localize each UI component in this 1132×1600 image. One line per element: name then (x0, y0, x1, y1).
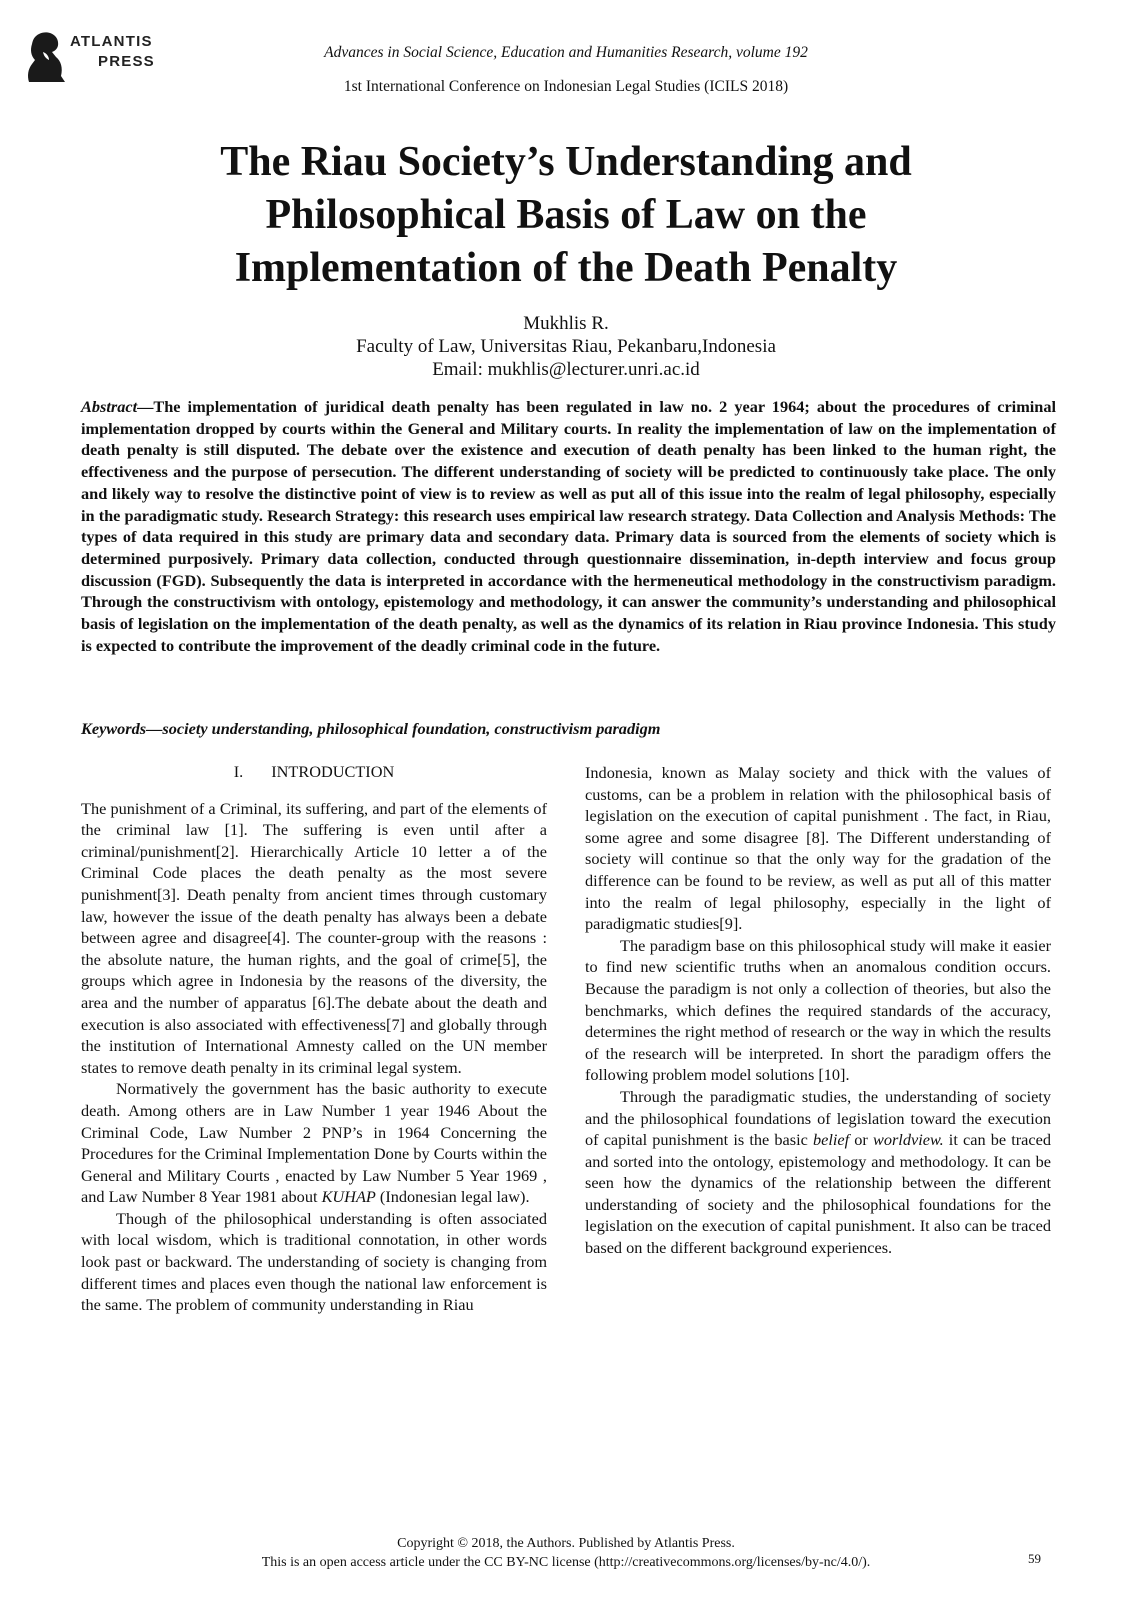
intro-paragraph-2-end: (Indonesian legal law). (375, 1187, 530, 1207)
section-heading-introduction (81, 761, 547, 783)
kuhap-term: KUHAP (321, 1187, 376, 1207)
paper-title: The Riau Society’s Understanding and Philosophical Basis of Law on the Implementation of the Death Penalty (220, 139, 912, 291)
section-title-rest: NTRODUCTION (276, 762, 395, 781)
intro-paragraph-6-mid: or (849, 1130, 873, 1150)
keywords: Keywords—society understanding, philosophical foundation, constructivism paradigm (81, 719, 661, 738)
abstract-text: —The implementation of juridical death penalty has been regulated in law no. 2 year 1964; about the procedures of criminal implementation dropped by courts within the General and Military courts. In reality the implementation of law on the implementation of death penalty is still disputed. The debate over the existence and execution of death penalty has been linked to the human right, the effectiveness and the purpose of persecution. The different understanding of society will be predicted to continuously take place. The only and likely way to resolve the distinctive point of view is to review as well as put all of this issue into the realm of legal philosophy, especially in the paradigmatic study. Research Strategy: this research uses empirical law research strategy. Data Collection and Analysis Methods: The types of data required in this study are primary data and secondary data. Primary data is sourced from the elements of society which is determined purposively. Primary data collection, conducted through questionnaire dissemination, in-depth interview and focus group discussion (FGD). Subsequently the data is interpreted in accordance with the hermeneutical methodology in the constructivism paradigm. Through the constructivism with ontology, epistemology and methodology, it can answer the community’s understanding and philosophical basis of legislation on the implementation of the death penalty, as well as the dynamics of its relation in Riau province Indonesia. This study is expected to contribute the improvement of the deadly criminal code in the future. (81, 397, 1056, 655)
abstract (81, 396, 1056, 656)
intro-paragraph-5: The paradigm base on this philosophical study will make it easier to find new scientific truths when an anomalous condition occurs. Because the paradigm is not only a collection of theories, but also the benchmarks, which defines the required standards of the accuracy, determines the right method of research or the way in which the results of the research will be interpreted. In short the paradigm offers the following problem model solutions [10]. (585, 935, 1051, 1085)
left-column (81, 760, 547, 1316)
section-title-initial: I (271, 762, 277, 781)
intro-paragraph-6-end: it can be traced and sorted into the ontology, epistemology and methodology. It can be seen how the dynamics of the relationship between the different understanding of society and the philosophical foundations for the legislation on the execution of capital punishment. It also can be traced based on the different background experiences. (585, 1130, 1051, 1258)
copyright-line: Copyright © 2018, the Authors. Published by Atlantis Press. (397, 1536, 735, 1551)
logo-line-1: ATLANTIS (70, 33, 153, 50)
author-name: Mukhlis R. (523, 313, 609, 334)
license-line: This is an open access article under the CC BY-NC license (http://creativecommons.org/licenses/by-nc/4.0/). (261, 1555, 871, 1570)
footer (0, 1534, 1132, 1572)
intro-paragraph-3: Though of the philosophical understanding is often associated with local wisdom, which is traditional connotation, in other words look past or backward. The understanding of society is changing from different times and places even though the national law enforcement is the same. The problem of community understanding in Riau (81, 1208, 547, 1315)
page-number: 59 (1028, 1551, 1041, 1566)
section-number: I. (233, 762, 244, 781)
abstract-label: Abstract (81, 397, 138, 416)
intro-paragraph-4: Indonesia, known as Malay society and thick with the values of customs, can be a problem in relation with the philosophical basis of legislation on the execution of capital punishment . The fact, in Riau, some agree and some disagree [8]. The Different understanding of society will continue so that the only way for the gradation of the difference can be found to be review, as well as put all of this matter into the realm of legal philosophy, especially in the light of paradigmatic studies[9]. (585, 763, 1051, 934)
intro-paragraph-6-text: Through the paradigmatic studies, the understanding of society and the philosophical foundations of legislation toward the execution of capital punishment is the basic (585, 1086, 1051, 1150)
conference-running-head: 1st International Conference on Indonesian Legal Studies (ICILS 2018) (343, 78, 789, 95)
intro-paragraph-6 (585, 1086, 1051, 1259)
worldview-term: worldview. (872, 1130, 944, 1150)
author-affiliation: Faculty of Law, Universitas Riau, Pekanbaru,Indonesia (356, 336, 776, 357)
right-column (585, 762, 1051, 1259)
author-email: Email: mukhlis@lecturer.unri.ac.id (432, 359, 700, 380)
intro-paragraph-2-text: Normatively the government has the basic authority to execute death. Among others are in Law Number 1 year 1946 About the Criminal Code, Law Number 2 PNP’s in 1964 Concerning the Procedures for the Criminal Implementation Done by Courts within the General and Military Courts , enacted by Law Number 5 Year 1969 , and Law Number 8 Year 1981 about (81, 1079, 547, 1207)
belief-term: belief (812, 1130, 850, 1150)
journal-running-head: Advances in Social Science, Education and Humanities Research, volume 192 (324, 44, 808, 61)
author-block (0, 312, 1132, 381)
logo-line-2: PRESS (98, 53, 155, 70)
intro-paragraph-2 (81, 1078, 547, 1208)
intro-paragraph-1: The punishment of a Criminal, its suffering, and part of the elements of the criminal law [1]. The suffering is even until after a criminal/punishment[2]. Hierarchically Article 10 letter a of the Criminal Code places the death penalty as the most severe punishment[3]. Death penalty from ancient times through customary law, however the issue of the death penalty has always been a debate between agree and disagree[4]. The counter-group with the reasons : the absolute nature, the human rights, and the goal of crime[5], the groups which agree in Indonesia by the reasons of the diversity, the area and the number of apparatus [6].The debate about the death and execution is also associated with effectiveness[7] and globally through the institution of International Amnesty called on the UN member states to remove death penalty in its criminal legal system. (81, 798, 547, 1077)
